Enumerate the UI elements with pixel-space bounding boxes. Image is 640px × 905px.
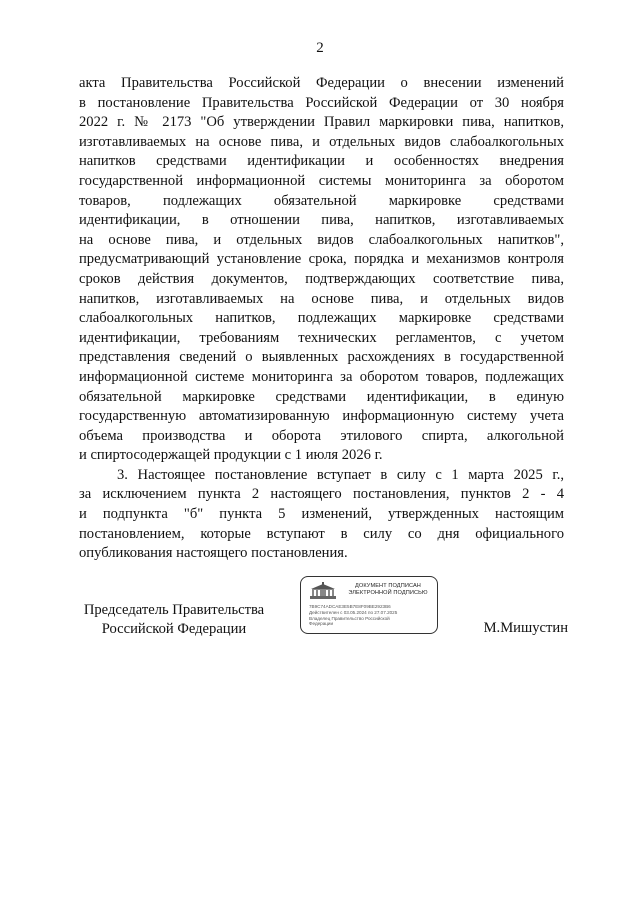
body-line: объема производства и оборота этилового спирта, алкогольной xyxy=(79,427,564,444)
body-line: предусматривающий установление срока, порядка и механизмов контроля xyxy=(79,251,564,268)
body-line: идентификации, в отношении пива, напитков, изготавливаемых xyxy=(79,212,564,229)
signer-title-line: Российской Федерации xyxy=(101,621,247,637)
body-line: обязательной маркировке средствами идентификации, в единую xyxy=(79,388,564,405)
signer-title xyxy=(79,601,269,639)
body-line: 2022 г. № 2173 "Об утверждении Правил маркировки пива, напитков, xyxy=(79,114,564,131)
stamp-certificate: 7B9C74ADCAE3E5B7E8F09BE2923B6 xyxy=(309,604,391,609)
electronic-signature-stamp xyxy=(300,576,438,634)
body-line: на основе пива, и отдельных видов слабоалкогольных напитков", xyxy=(79,231,564,248)
body-line: и спиртосодержащей продукции с 1 июля 2026 г. xyxy=(79,447,383,464)
stamp-validity: Действителен с 03.05.2024 по 27.07.2025 xyxy=(309,609,398,615)
body-line: государственную автоматизированную информационную систему учета xyxy=(79,408,564,425)
paragraph-3-line: и подпункта "б" пункта 5 изменений, утвержденных настоящим xyxy=(79,506,564,523)
body-line: изготавливаемых на основе пива, и отдельных видов слабоалкогольных xyxy=(79,133,564,150)
body-line: государственной информационной системы мониторинга за оборотом xyxy=(79,172,564,189)
document-body xyxy=(79,74,564,564)
body-line: слабоалкогольных напитков, подлежащих маркировке средствами xyxy=(79,310,564,327)
paragraph-3-line: опубликования настоящего постановления. xyxy=(79,545,348,562)
body-line: идентификации, требованиям технических регламентов, с учетом xyxy=(79,329,564,346)
body-line: в постановление Правительства Российской Федерации от 30 ноября xyxy=(79,94,564,111)
stamp-heading: ДОКУМЕНТ ПОДПИСАН ЭЛЕКТРОННОЙ ПОДПИСЬЮ xyxy=(348,583,428,596)
stamp-owner: Владелец Правительство Российской xyxy=(309,615,390,621)
body-line: представления сведений о выявленных расхождениях в государственной xyxy=(79,349,564,366)
body-line: сроков действия документов, подтверждающих соответствие пива, xyxy=(79,270,564,287)
paragraph-3-line: постановлением, которые вступают в силу со дня официального xyxy=(79,525,564,542)
paragraph-3-line: за исключением пункта 2 настоящего постановления, пунктов 2 - 4 xyxy=(79,486,564,503)
government-building-icon xyxy=(309,582,337,600)
page-number: 2 xyxy=(316,40,324,56)
stamp-owner: Федерации xyxy=(309,621,334,627)
body-line: напитков, изготавливаемых на основе пива, и отдельных видов xyxy=(79,290,564,307)
stamp-details xyxy=(309,604,434,627)
paragraph-3-line: 3. Настоящее постановление вступает в силу с 1 марта 2025 г., xyxy=(117,466,564,483)
body-line: акта Правительства Российской Федерации о внесении изменений xyxy=(79,75,564,91)
body-line: напитков средствами идентификации и особенностях внедрения xyxy=(79,153,564,170)
signer-name: М.Мишустин xyxy=(483,620,568,636)
signer-title-line: Председатель Правительства xyxy=(83,602,265,618)
body-line: товаров, подлежащих обязательной маркировке средствами xyxy=(79,192,564,209)
body-line: информационной системе мониторинга за оборотом товаров, подлежащих xyxy=(79,368,564,385)
